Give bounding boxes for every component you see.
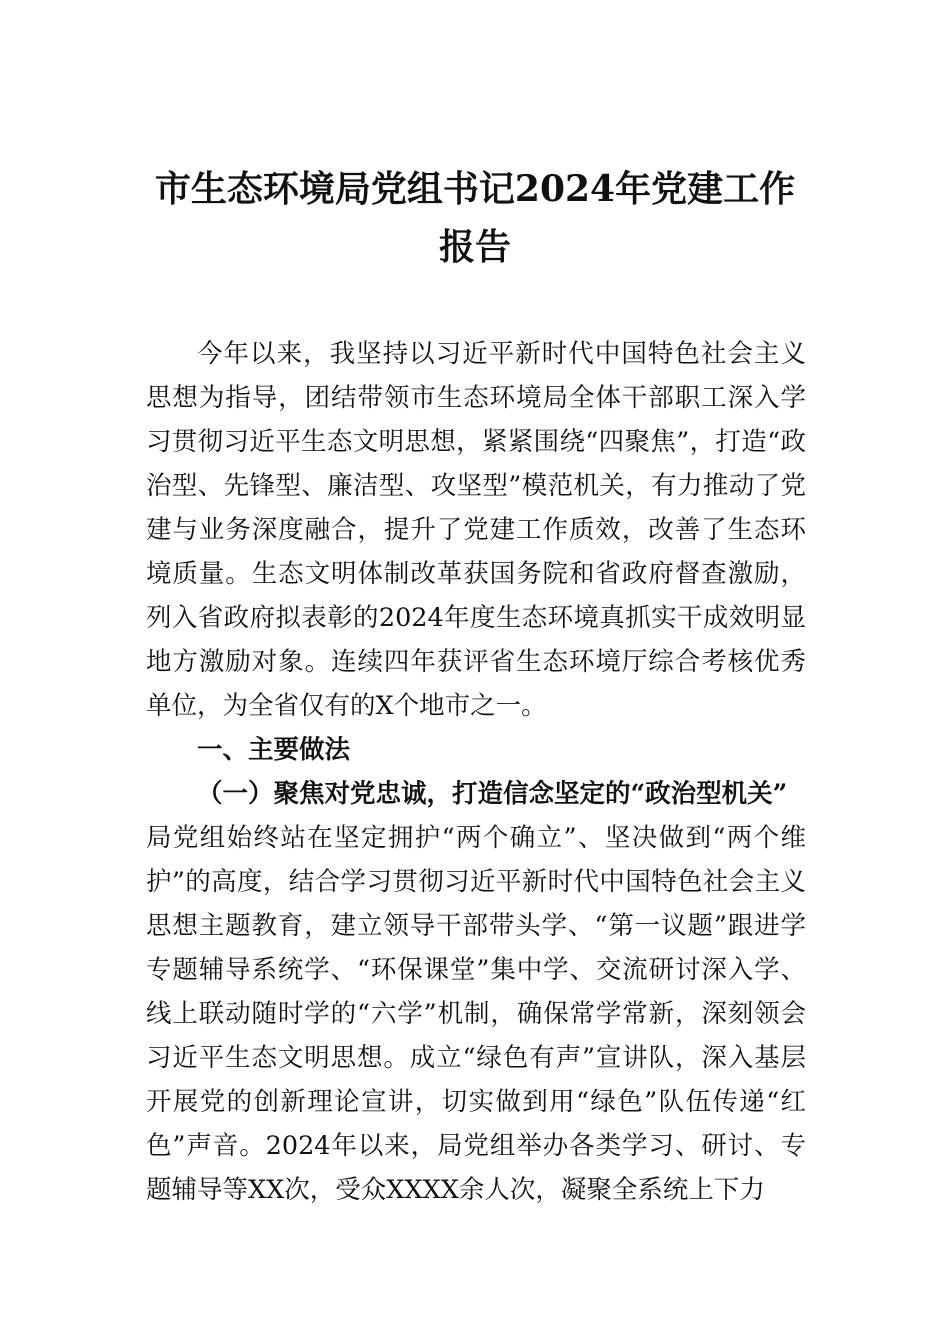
intro-paragraph: 今年以来，我坚持以习近平新时代中国特色社会主义思想为指导，团结带领市生态环境局全体干部职工深入学习贯彻习近平生态文明思想，紧紧围绕“四聚焦”，打造“政治型、先锋型、廉洁型、攻坚型”模范机关，有力推动了党建与业务深度融合，提升了党建工作质效，改善了生态环境质量。生态文明体制改革获国务院和省政府督查激励，列入省政府拟表彰的2024年度生态环境真抓实干成效明显地方激励对象。连续四年获评省生态环境厅综合考核优秀单位，为全省仅有的X个地市之一。 <box>146 339 806 721</box>
subsection-heading-political-organ: （一）聚焦对党忠诚，打造信念坚定的“政治型机关” <box>197 779 788 809</box>
document-body <box>146 332 806 1212</box>
subsection-paragraph: 局党组始终站在坚定拥护“两个确立”、坚决做到“两个维护”的高度，结合学习贯彻习近平新时代中国特色社会主义思想主题教育，建立领导干部带头学、“第一议题”跟进学专题辅导系统学、“环保课堂”集中学、交流研讨深入学、线上联动随时学的“六学”机制，确保常学常新，深刻领会习近平生态文明思想。成立“绿色有声”宣讲队，深入基层开展党的创新理论宣讲，切实做到用“绿色”队伍传递“红色”声音。2024年以来，局党组举办各类学习、研讨、专题辅导等XX次，受众XXXX余人次，凝聚全系统上下力 <box>146 823 806 1205</box>
section-heading-main-practices: 一、主要做法 <box>197 735 351 765</box>
document-title: 市生态环境局党组书记2024年党建工作报告 <box>154 168 796 268</box>
